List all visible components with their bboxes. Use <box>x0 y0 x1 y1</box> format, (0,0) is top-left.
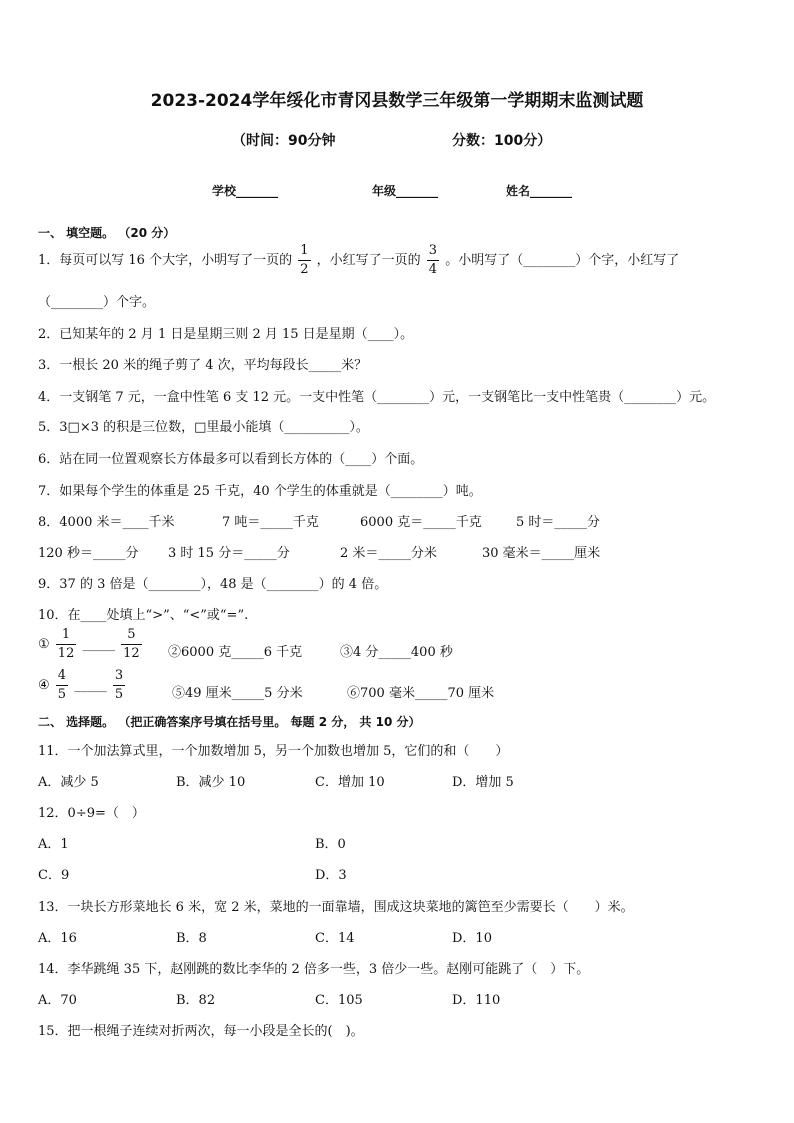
q14-option-a: A．70 <box>38 993 77 1008</box>
q13-option-c: C．14 <box>315 931 355 946</box>
question-9: 9．37 的 3 倍是（________），48 是（________）的 4 倍。 <box>38 577 388 592</box>
q11-option-d: D．增加 5 <box>452 775 514 790</box>
question-10: 10．在____处填上“>”、“<”或“=”. <box>38 608 249 623</box>
q8-item-3: 6000 克＝_____千克 <box>360 515 482 530</box>
q13-option-a: A．16 <box>38 931 77 946</box>
question-1 <box>38 244 679 277</box>
name-field: 姓名_______ <box>506 184 573 198</box>
question-14: 14．李华跳绳 35 下，赵刚跳的数比李华的 2 倍多一些，3 倍少一些。赵刚可能跳了（ ）下。 <box>38 962 590 977</box>
grade-field: 年级_______ <box>372 184 439 198</box>
q14-option-c: C．105 <box>315 993 363 1008</box>
q8-item-1: 8．4000 米＝____千米 <box>38 515 175 530</box>
question-3: 3．一根长 20 米的绳子剪了 4 次，平均每段长_____米？ <box>38 358 368 373</box>
q1-text-a: 1．每页可以写 16 个大字，小明写了一页的 <box>38 253 293 268</box>
q8-item-8: 30 毫米＝_____厘米 <box>482 546 601 561</box>
fraction-3-5: $\frac{3}{5}$ <box>114 668 124 702</box>
q8-item-2: 7 吨＝_____千克 <box>222 515 319 530</box>
question-11: 11．一个加法算式里，一个加数增加 5，另一个加数也增加 5，它们的和（ ） <box>38 744 509 759</box>
q13-option-d: D．10 <box>452 931 492 946</box>
q11-option-a: A．减少 5 <box>38 775 99 790</box>
q13-option-b: B．8 <box>176 931 207 946</box>
q11-option-c: C．增加 10 <box>315 775 385 790</box>
fraction-5-12: $\frac{5}{12}$ <box>123 627 140 661</box>
fraction-3-4: $\frac{3}{4}$ <box>428 243 438 277</box>
question-7: 7．如果每个学生的体重是 25 千克，40 个学生的体重就是（________）吨。 <box>38 484 482 499</box>
q11-option-b: B．减少 10 <box>176 775 246 790</box>
q14-option-b: B．82 <box>176 993 216 1008</box>
question-6: 6．站在同一位置观察长方体最多可以看到长方体的（____）个面。 <box>38 452 424 467</box>
fraction-1-2: $\frac{1}{2}$ <box>300 243 309 277</box>
section-2-heading: 二、 选择题。 （把正确答案序号填在括号里。 每题 2 分， 共 10 分） <box>38 715 421 729</box>
q10-item-1: ① $\frac{1}{12}$ _____ $\frac{5}{12}$ <box>38 627 140 661</box>
q1-text-b: ，小红写了一页的 <box>316 253 421 268</box>
q12-option-a: A．1 <box>38 837 69 852</box>
q10-item-4: ④ $\frac{4}{5}$ _____ $\frac{3}{5}$ <box>38 668 124 702</box>
q8-item-6: 3 时 15 分＝_____分 <box>168 546 290 561</box>
q10-item-5: ⑤49 厘米_____5 分米 <box>172 686 303 701</box>
exam-time: （时间：90分钟 <box>232 133 336 149</box>
fraction-1-12: $\frac{1}{12}$ <box>57 627 75 661</box>
q8-item-7: 2 米＝_____分米 <box>340 546 437 561</box>
school-field: 学校_______ <box>212 184 279 198</box>
question-15: 15．把一根绳子连续对折两次，每一小段是全长的( )。 <box>38 1024 364 1039</box>
q10-item-3: ③4 分_____400 秒 <box>340 645 453 660</box>
q12-option-d: D．3 <box>315 868 347 883</box>
question-12: 12．0÷9=（ ） <box>38 806 145 821</box>
exam-score: 分数：100分） <box>452 133 552 149</box>
page-title: 2023-2024学年绥化市青冈县数学三年级第一学期期末监测试题 <box>150 91 644 111</box>
fraction-4-5: $\frac{4}{5}$ <box>57 668 67 702</box>
question-4: 4．一支钢笔 7 元，一盒中性笔 6 支 12 元。一支中性笔（________）元，一支钢笔比一支中性笔贵（________）元。 <box>38 390 716 405</box>
question-2: 2．已知某年的 2 月 1 日是星期三则 2 月 15 日是星期（____）。 <box>38 327 414 342</box>
q1-text-c: 。小明写了（________）个字，小红写了 <box>445 253 680 268</box>
q12-option-b: B．0 <box>315 837 346 852</box>
question-5: 5．3□×3 的积是三位数，□里最小能填（__________）。 <box>38 420 369 435</box>
q8-item-4: 5 时＝_____分 <box>516 515 600 530</box>
q10-item-2: ②6000 克_____6 千克 <box>168 645 303 660</box>
question-13: 13．一块长方形菜地长 6 米，宽 2 米，菜地的一面靠墙，围成这块菜地的篱笆至少需要长（ ）米。 <box>38 900 634 915</box>
q12-option-c: C．9 <box>38 868 70 883</box>
q8-item-5: 120 秒＝_____分 <box>38 546 139 561</box>
q1-text-d: （________）个字。 <box>38 295 156 310</box>
section-1-heading: 一、 填空题。 （20 分） <box>38 226 176 240</box>
q14-option-d: D．110 <box>452 993 501 1008</box>
q10-item-6: ⑥700 毫米_____70 厘米 <box>347 686 495 701</box>
